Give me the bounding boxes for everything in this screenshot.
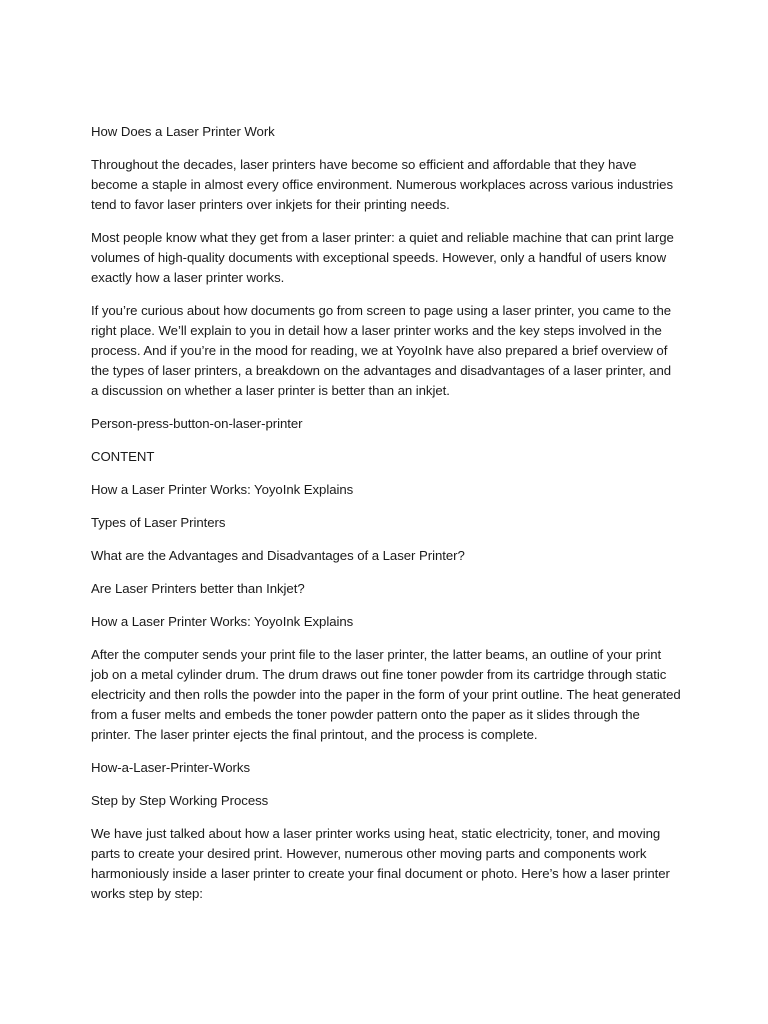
contents-item: Types of Laser Printers — [91, 515, 226, 530]
image-caption: How-a-Laser-Printer-Works — [91, 760, 250, 775]
body-paragraph: We have just talked about how a laser printer works using heat, static electricity, toner, and moving parts to create your desired print. However, numerous other moving parts and components work harmoniously inside a laser printer to create your final document or photo. Here’s how a laser printer works step by step: — [91, 826, 670, 901]
intro-paragraph: Most people know what they get from a laser printer: a quiet and reliable machine that can print large volumes of high-quality documents with exceptional speeds. However, only a handful of users know exactly how a laser printer works. — [91, 230, 674, 285]
contents-item: Are Laser Printers better than Inkjet? — [91, 581, 305, 596]
document-title: How Does a Laser Printer Work — [91, 124, 275, 139]
intro-paragraph: If you’re curious about how documents go from screen to page using a laser printer, you came to the right place. We’ll explain to you in detail how a laser printer works and the key steps involved in the process. And if you’re in the mood for reading, we at YoyoInk have also prepared a brief overview of the types of laser printers, a breakdown on the advantages and disadvantages of a laser printer, and a discussion on whether a laser printer is better than an inkjet. — [91, 303, 672, 398]
document-page — [91, 122, 681, 917]
contents-heading: CONTENT — [91, 449, 155, 464]
intro-paragraph: Throughout the decades, laser printers have become so efficient and affordable that they have become a staple in almost every office environment. Numerous workplaces across various industries tend to favor laser printers over inkjets for their printing needs. — [91, 157, 674, 212]
section-heading: How a Laser Printer Works: YoyoInk Explains — [91, 614, 354, 629]
contents-item: How a Laser Printer Works: YoyoInk Explains — [91, 482, 354, 497]
contents-item: What are the Advantages and Disadvantages of a Laser Printer? — [91, 548, 465, 563]
section-heading: Step by Step Working Process — [91, 793, 269, 808]
body-paragraph: After the computer sends your print file to the laser printer, the latter beams, an outline of your print job on a metal cylinder drum. The drum draws out fine toner powder from its cartridge through static electricity and then rolls the powder into the paper in the form of your print outline. The heat generated from a fuser melts and embeds the toner powder pattern onto the paper as it slides through the printer. The laser printer ejects the final printout, and the process is complete. — [91, 647, 681, 742]
image-caption: Person-press-button-on-laser-printer — [91, 416, 303, 431]
